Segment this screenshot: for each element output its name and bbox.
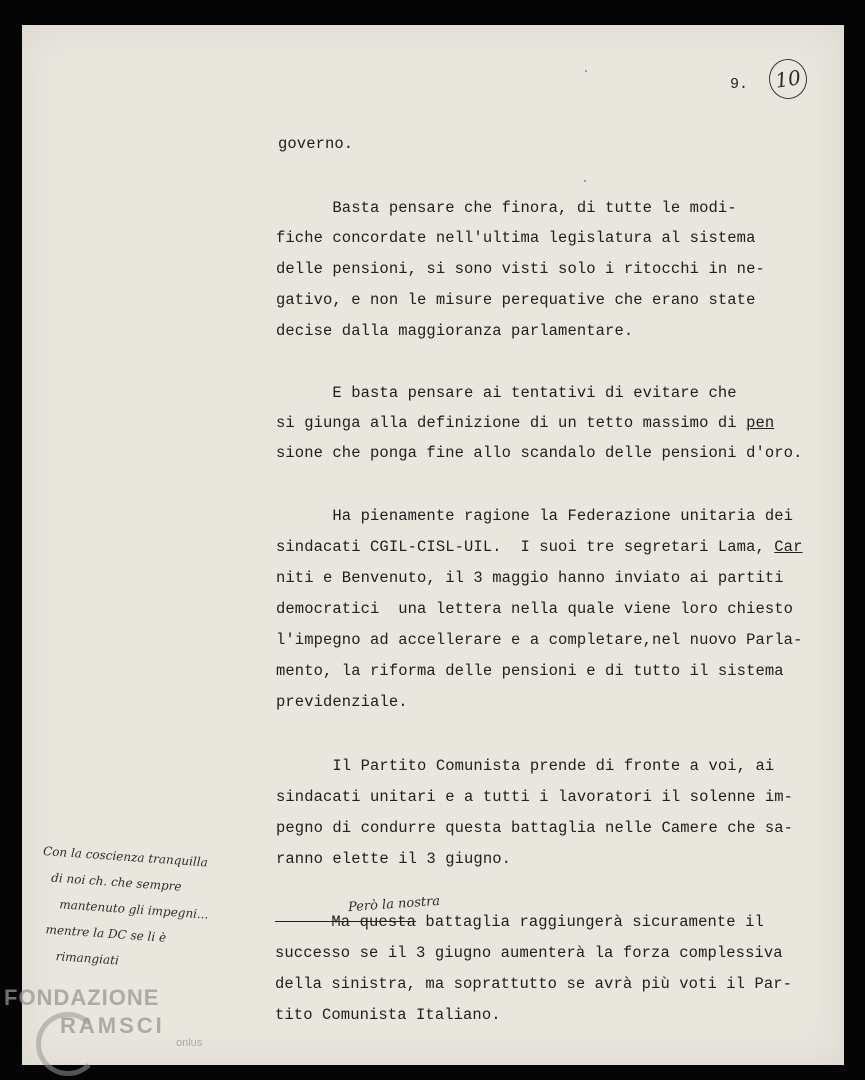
line-text: battaglia raggiungerà sicuramente il: [416, 913, 764, 931]
text-line: [276, 414, 774, 432]
text-line: [276, 291, 755, 309]
line-text: sindacati unitari e a tutti i lavoratori il solenne im-: [276, 788, 794, 806]
line-text: gativo, e non le misure perequative che erano state: [276, 291, 756, 309]
text-line: [275, 1006, 501, 1024]
margin-note-line: Con la coscienza tranquilla: [42, 843, 209, 870]
text-line: [276, 662, 784, 680]
line-text: democratici una lettera nella quale viene loro chiesto: [276, 600, 794, 618]
text-line: [276, 819, 793, 837]
line-text: decise dalla maggioranza parlamentare.: [276, 322, 634, 340]
line-text: ranno elette il 3 giugno.: [276, 850, 512, 868]
watermark-line3: onlus: [176, 1037, 203, 1049]
watermark-line2: RAMSCI: [60, 1013, 165, 1038]
handwritten-margin-note: [35, 838, 244, 982]
text-line: [276, 384, 737, 402]
circled-page-number: 10: [766, 57, 809, 102]
text-line: [276, 507, 793, 525]
struck-text: Ma questa: [275, 913, 417, 931]
line-text: mento, la riforma delle pensioni e di tutto il sistema: [276, 662, 784, 680]
page-number: 9.: [730, 76, 749, 93]
text-line: [276, 600, 793, 618]
text-line: [276, 199, 737, 217]
text-line: [275, 944, 783, 962]
text-line: [276, 850, 511, 868]
text-line: [275, 913, 764, 931]
watermark: [4, 985, 202, 1049]
line-text: sione che ponga fine allo scandalo delle pensioni d'oro.: [276, 444, 803, 462]
text-line: [276, 693, 408, 711]
text-line: [276, 631, 802, 649]
underlined-text: Car: [774, 538, 803, 556]
line-text: fiche concordate nell'ultima legislatura al sistema: [276, 229, 756, 247]
handwritten-insertion: Però la nostra: [347, 893, 441, 916]
line-text: si giunga alla definizione di un tetto massimo di: [276, 414, 747, 432]
line-text: tito Comunista Italiano.: [275, 1006, 501, 1024]
text-line: [276, 757, 774, 775]
text-line: [276, 260, 765, 278]
text-line: [276, 229, 755, 247]
text-line: [275, 975, 792, 993]
text-line: [276, 444, 802, 462]
line-text: previdenziale.: [276, 693, 408, 711]
underlined-text: pen: [746, 414, 775, 432]
line-text: della sinistra, ma soprattutto se avrà più voti il Par-: [275, 975, 793, 993]
line-text: l'impegno ad accellerare e a completare,nel nuovo Parla-: [276, 631, 803, 649]
paper-speck: [584, 180, 586, 182]
text-line: [276, 538, 803, 556]
line-text: niti e Benvenuto, il 3 maggio hanno inviato ai partiti: [276, 569, 784, 587]
line-text: Ha pienamente ragione la Federazione unitaria dei: [276, 507, 794, 525]
margin-note-line: mentre la DC se li è: [45, 922, 167, 945]
line-text: delle pensioni, si sono visti solo i ritocchi in ne-: [276, 260, 765, 278]
line-text: Il Partito Comunista prende di fronte a voi, ai: [276, 757, 775, 775]
line-text: successo se il 3 giugno aumenterà la forza complessiva: [275, 944, 783, 962]
watermark-line1: FONDAZIONE: [4, 985, 160, 1010]
line-text: pegno di condurre questa battaglia nelle Camere che sa-: [276, 819, 794, 837]
line-text: E basta pensare ai tentativi di evitare che: [276, 384, 737, 402]
text-line: [276, 569, 784, 587]
line-text: Basta pensare che finora, di tutte le modi-: [276, 199, 737, 217]
text-line: [278, 135, 353, 153]
line-text: sindacati CGIL-CISL-UIL. I suoi tre segretari Lama,: [276, 538, 775, 556]
margin-note-line: rimangiati: [55, 949, 120, 968]
margin-note-line: di noi ch. che sempre: [50, 870, 182, 894]
paper-speck: [585, 70, 587, 72]
line-text: governo.: [278, 135, 354, 153]
text-line: [276, 788, 793, 806]
text-line: [276, 322, 633, 340]
margin-note-line: mantenuto gli impegni...: [58, 897, 209, 922]
